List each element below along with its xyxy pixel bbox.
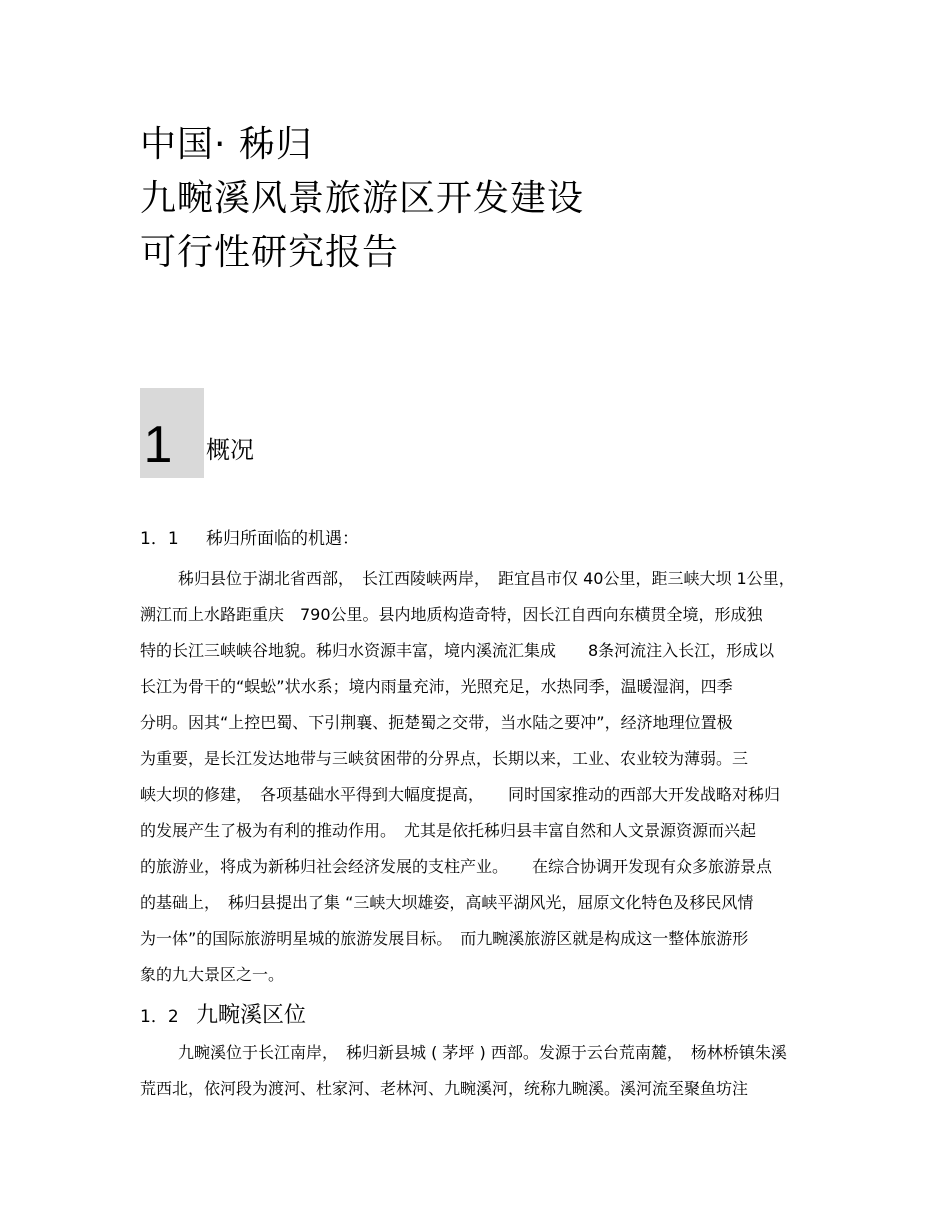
paragraph-line: 象的九大景区之一。	[140, 965, 285, 984]
section-1-1-paragraph	[140, 566, 795, 998]
paragraph-line: 为重要，是长江发达地带与三峡贫困带的分界点，长期以来，工业、农业较为薄弱。三	[140, 749, 749, 768]
document-title	[140, 118, 584, 280]
paragraph-line: 的旅游业，将成为新秭归社会经济发展的支柱产业。 在综合协调开发现有众多旅游景点	[140, 857, 773, 876]
paragraph-line: 溯江而上水路距重庆 790公里。县内地质构造奇特，因长江自西向东横贯全境，形成独	[140, 605, 763, 624]
paragraph-line: 峡大坝的修建， 各项基础水平得到大幅度提高， 同时国家推动的西部大开发战略对秭归	[140, 785, 781, 804]
paragraph-line: 九畹溪位于长江南岸， 秭归新县城 ( 茅坪 ) 西部。发源于云台荒南麓， 杨林桥镇朱溪	[178, 1043, 787, 1062]
title-line-3: 可行性研究报告	[140, 232, 400, 273]
paragraph-line: 为一体”的国际旅游明星城的旅游发展目标。 而九畹溪旅游区就是构成这一整体旅游形	[140, 929, 749, 948]
section-number: 1．1	[140, 529, 179, 549]
chapter-title: 概况	[206, 436, 254, 464]
paragraph-line: 荒西北，依河段为渡河、杜家河、老林河、九畹溪河，统称九畹溪。溪河流至聚鱼坊注	[140, 1079, 749, 1098]
paragraph-line: 的发展产生了极为有利的推动作用。 尤其是依托秭归县丰富自然和人文景源资源而兴起	[140, 821, 757, 840]
section-title: 九畹溪区位	[196, 1003, 307, 1028]
chapter-number: 1	[143, 416, 173, 474]
section-number: 1．2	[140, 1007, 179, 1027]
paragraph-line: 特的长江三峡峡谷地貌。秭归水资源丰富，境内溪流汇集成 8条河流注入长江，形成以	[140, 641, 775, 660]
section-heading-1-1	[140, 526, 359, 552]
paragraph-line: 秭归县位于湖北省西部， 长江西陵峡两岸， 距宜昌市仅 40公里，距三峡大坝 1公里，	[178, 569, 795, 588]
section-1-2-paragraph	[140, 1040, 787, 1112]
title-line-1: 中国· 秭归	[140, 124, 313, 165]
title-line-2: 九畹溪风景旅游区开发建设	[140, 178, 585, 219]
paragraph-line: 长江为骨干的“蜈蚣”状水系；境内雨量充沛，光照充足，水热同季，温暖湿润，四季	[140, 677, 733, 696]
paragraph-line: 分明。因其“上控巴蜀、下引荆襄、扼楚蜀之交带，当水陆之要冲”，经济地理位置极	[140, 713, 733, 732]
paragraph-line: 的基础上， 秭归县提出了集 “三峡大坝雄姿，高峡平湖风光，屈原文化特色及移民风情	[140, 893, 754, 912]
section-title: 秭归所面临的机遇：	[206, 529, 359, 549]
section-heading-1-2	[140, 998, 306, 1029]
